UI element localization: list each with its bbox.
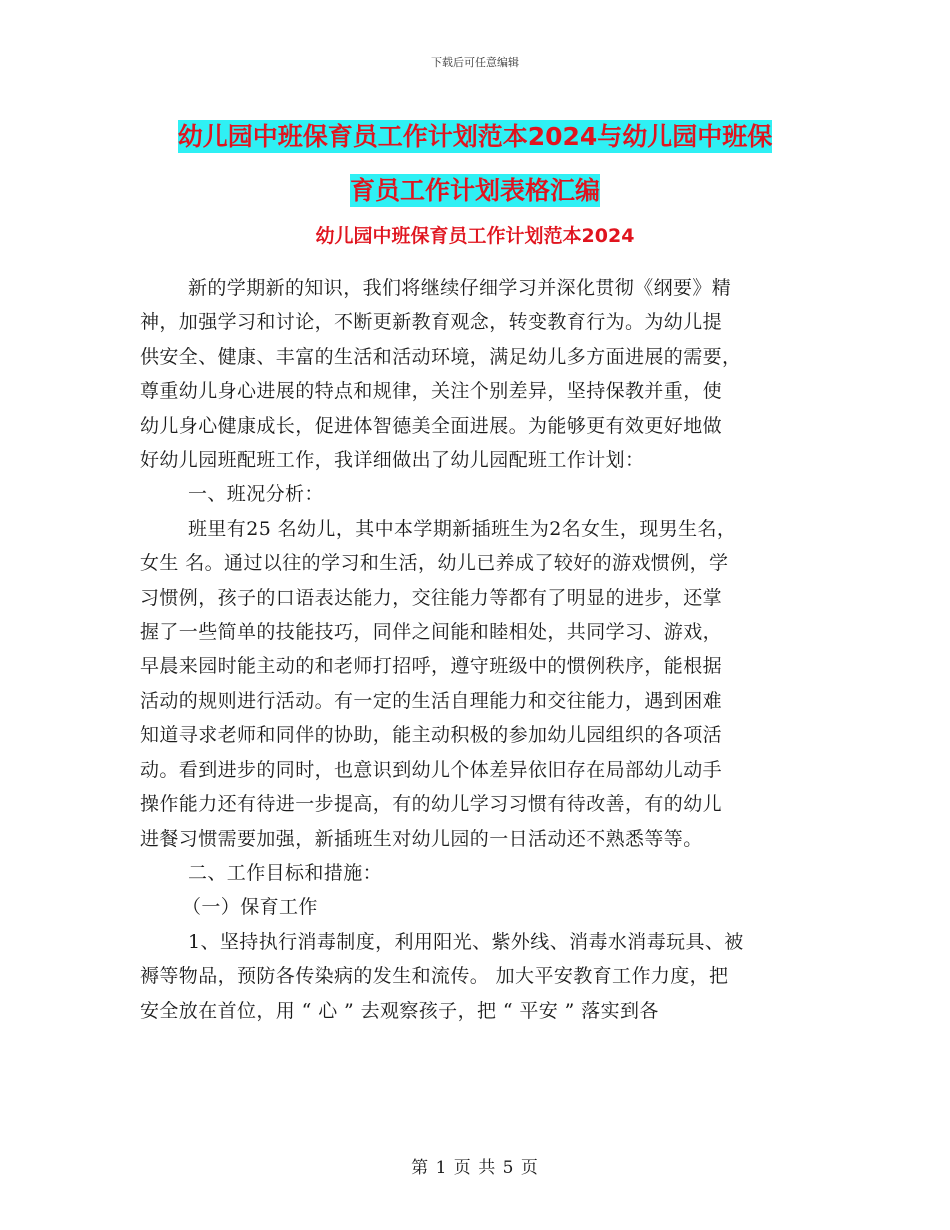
section-heading-goals: 二、工作目标和措施：: [188, 861, 383, 884]
body-line: 安全放在首位，用 “ 心 ” 去观察孩子，把 “ 平安 ” 落实到各: [140, 999, 659, 1022]
body-line: 褥等物品，预防各传染病的发生和流传。 加大平安教育工作力度，把: [140, 965, 729, 988]
body-line: 班里有25 名幼儿，其中本学期新插班生为2名女生，现男生名，: [188, 517, 737, 540]
page-number: 第 1 页 共 5 页: [411, 1158, 539, 1178]
body-line: 尊重幼儿身心进展的特点和规律，关注个别差异，坚持保教并重，使: [140, 380, 723, 403]
body-line: 动。看到进步的同时，也意识到幼儿个体差异依旧存在局部幼儿动手: [140, 758, 723, 781]
body-line: 操作能力还有待进一步提高，有的幼儿学习习惯有待改善，有的幼儿: [140, 793, 723, 816]
body-line: 供安全、健康、丰富的生活和活动环境，满足幼儿多方面进展的需要，: [140, 345, 742, 368]
section-title: 幼儿园中班保育员工作计划范本2024: [315, 225, 635, 247]
document-body: [140, 271, 800, 1028]
header-note: 下载后可任意编辑: [431, 56, 519, 69]
body-line: 新的学期新的知识，我们将继续仔细学习并深化贯彻《纲要》精: [188, 277, 732, 299]
section-heading-class-analysis: 一、班况分析：: [188, 483, 324, 506]
body-line: 握了一些简单的技能技巧，同伴之间能和睦相处，共同学习、游戏，: [140, 621, 723, 644]
body-line: 1、坚持执行消毒制度，利用阳光、紫外线、消毒水消毒玩具、被: [188, 930, 744, 953]
body-line: 习惯例，孩子的口语表达能力，交往能力等都有了明显的进步，还掌: [140, 586, 723, 609]
document-title: [0, 110, 950, 218]
body-line: 知道寻求老师和同伴的协助，能主动积极的参加幼儿园组织的各项活: [140, 724, 723, 747]
body-line: 幼儿身心健康成长，促进体智德美全面进展。为能够更有效更好地做: [140, 414, 723, 437]
subsection-heading-care: （一）保育工作: [182, 896, 318, 919]
document-title-line-1: 幼儿园中班保育员工作计划范本2024与幼儿园中班保: [177, 122, 773, 151]
body-line: 好幼儿园班配班工作，我详细做出了幼儿园配班工作计划：: [140, 449, 645, 472]
body-line: 女生 名。通过以往的学习和生活，幼儿已养成了较好的游戏惯例，学: [140, 552, 729, 575]
body-line: 神，加强学习和讨论，不断更新教育观念，转变教育行为。为幼儿提: [140, 311, 723, 334]
document-title-line-2: 育员工作计划表格汇编: [349, 176, 600, 205]
body-line: 进餐习惯需要加强，新插班生对幼儿园的一日活动还不熟悉等等。: [140, 827, 703, 850]
body-line: 早晨来园时能主动的和老师打招呼，遵守班级中的惯例秩序，能根据: [140, 655, 723, 678]
body-line: 活动的规则进行活动。有一定的生活自理能力和交往能力，遇到困难: [140, 689, 723, 712]
